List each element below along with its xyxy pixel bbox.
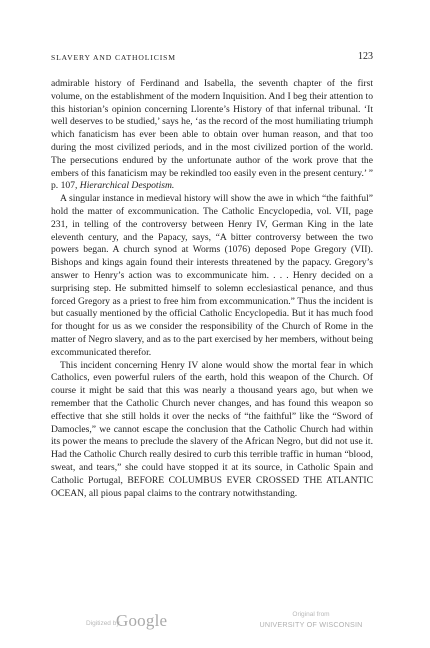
google-logo: Google (116, 611, 168, 630)
page-header (51, 51, 373, 67)
paragraph-1 (51, 78, 373, 193)
university-label: UNIVERSITY OF WISCONSIN (259, 620, 363, 629)
page-number: 123 (358, 51, 373, 62)
body-text (51, 78, 373, 500)
book-page (51, 0, 373, 648)
digitized-by-label: Digitized by (86, 620, 120, 627)
paragraph-1-text: admirable history of Ferdinand and Isabella, the seventh chapter of the first volume, on the establishment of the modern Inquisition. And I beg their attention to this historian’s opinion concerning Llorente’s History of that infernal tribunal. ‘It well deserves to be studied,’ says he, ‘as the record of the most humiliating triumph which fanaticism has ever been able to obtain over human reason, and that too during the most civilized periods, and in the most civilized portion of the world. The persecutions endured by the unfortunate author of the work prove that the embers of this fanaticism may be rekindled too easily even in the present century.’ ” p. 107, (51, 78, 373, 192)
paragraph-2: A singular instance in medieval history will show the awe in which “the faithful” hold the matter of excommunication. The Catholic Encyclopedia, vol. VII, page 231, in telling of the controversy between Henry IV, German King in the late eleventh century, and the Papacy, says, “A bitter controversy between the two powers began. A church synod at Worms (1076) deposed Pope Gregory (VII). Bishops and kings again found their interests threatened by the papacy. Gregory’s answer to Henry’s action was to excommunicate him. . . . Henry decided on a surprising step. He submitted himself to solemn ecclesiastical penance, and thus forced Gregory as a priest to free him from excommunication.” Thus the incident is but casually mentioned by the official Catholic Encyclopedia. But it has much food for thought for us as we consider the responsibility of the Church of Rome in the matter of Negro slavery, and as to the part exercised by her members, without being excommunicated therefor. (51, 193, 373, 358)
running-head: SLAVERY AND CATHOLICISM (51, 53, 176, 62)
original-from-label: Original from (292, 611, 330, 618)
book-title-italic: Hierarchical Despotism. (79, 180, 175, 192)
paragraph-3: This incident concerning Henry IV alone would show the mortal fear in which Catholics, even powerful rulers of the earth, hold this weapon of the Church. Of course it might be said that this was nearly a thousand years ago, but when we remember that the Catholic Church never changes, and has found this weapon so effective that she still holds it over the necks of “the faithful” like the “Sword of Damocles,” we cannot escape the conclusion that the Catholic Church had within its power the means to preclude the slavery of the African Negro, but did not use it. Had the Catholic Church really desired to curb this terrible traffic in human “blood, sweat, and tears,” she could have stopped it at its source, in Catholic Spain and Catholic Portugal, BEFORE COLUMBUS EVER CROSSED THE ATLANTIC OCEAN, all pious papal claims to the contrary notwithstanding. (51, 359, 373, 499)
scan-footer (0, 608, 430, 640)
